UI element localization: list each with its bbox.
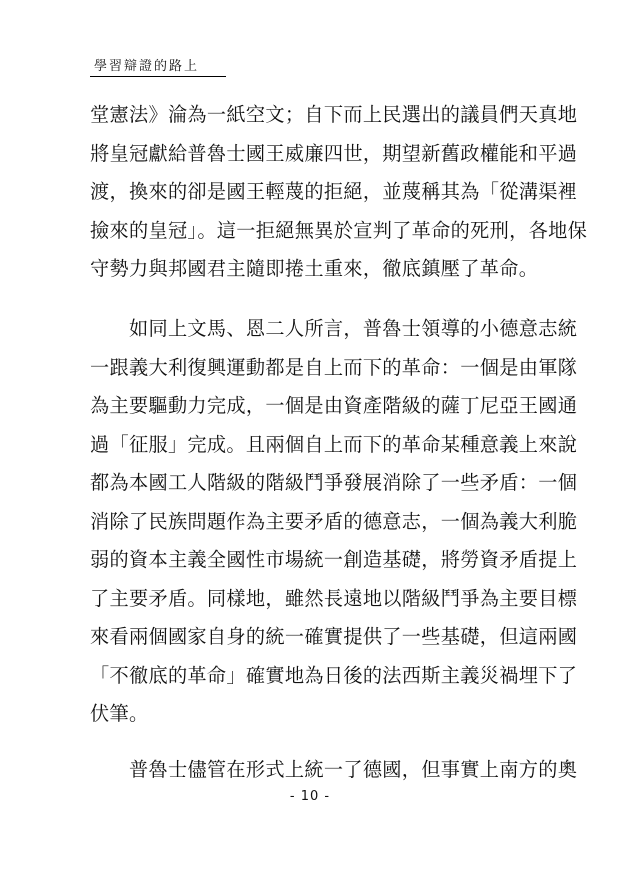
text-line: 都為本國工人階級的階級鬥爭發展消除了一些矛盾：一個 <box>90 471 578 494</box>
page-number: - 10 - <box>289 789 331 804</box>
text-line: 守勢力與邦國君主隨即捲土重來，徹底鎮壓了革命。 <box>90 257 539 280</box>
text-line: 弱的資本主義全國性市場統一創造基礎，將勞資矛盾提上 <box>90 548 578 571</box>
text-line: 撿來的皇冠」。這一拒絕無異於宣判了革命的死刑，各地保 <box>90 218 588 242</box>
text-line: 為主要驅動力完成，一個是由資產階級的薩丁尼亞王國通 <box>90 394 578 417</box>
text-line: 將皇冠獻給普魯士國王威廉四世，期望新舊政權能和平過 <box>90 141 578 165</box>
text-line: 了主要矛盾。同樣地，雖然長遠地以階級鬥爭為主要目標 <box>90 586 578 610</box>
text-line: 過「征服」完成。且兩個自上而下的革命某種意義上來說 <box>90 432 578 456</box>
running-header: 學習辯證的路上 <box>90 58 226 77</box>
text-line: 來看兩個國家自身的統一確實提供了一些基礎，但這兩國 <box>90 625 578 648</box>
text-line: 渡，換來的卻是國王輕蔑的拒絕，並蔑稱其為「從溝渠裡 <box>90 180 578 203</box>
text-line: 普魯士儘管在形式上統一了德國，但事實上南方的奧 <box>90 758 578 781</box>
text-line: 「不徹底的革命」確實地為日後的法西斯主義災禍埋下了 <box>90 663 578 687</box>
paragraph-1 <box>90 96 588 289</box>
text-line: 堂憲法》淪為一紙空文；自下而上民選出的議員們天真地 <box>90 103 578 126</box>
text-line: 消除了民族問題作為主要矛盾的德意志，一個為義大利脆 <box>90 509 578 533</box>
text-line: 一跟義大利復興運動都是自上而下的革命：一個是由軍隊 <box>90 355 578 379</box>
text-line: 伏筆。 <box>90 702 149 725</box>
text-line: 如同上文馬、恩二人所言，普魯士領導的小德意志統 <box>90 317 578 340</box>
paragraph-2 <box>90 310 578 734</box>
paragraph-3 <box>90 751 578 790</box>
